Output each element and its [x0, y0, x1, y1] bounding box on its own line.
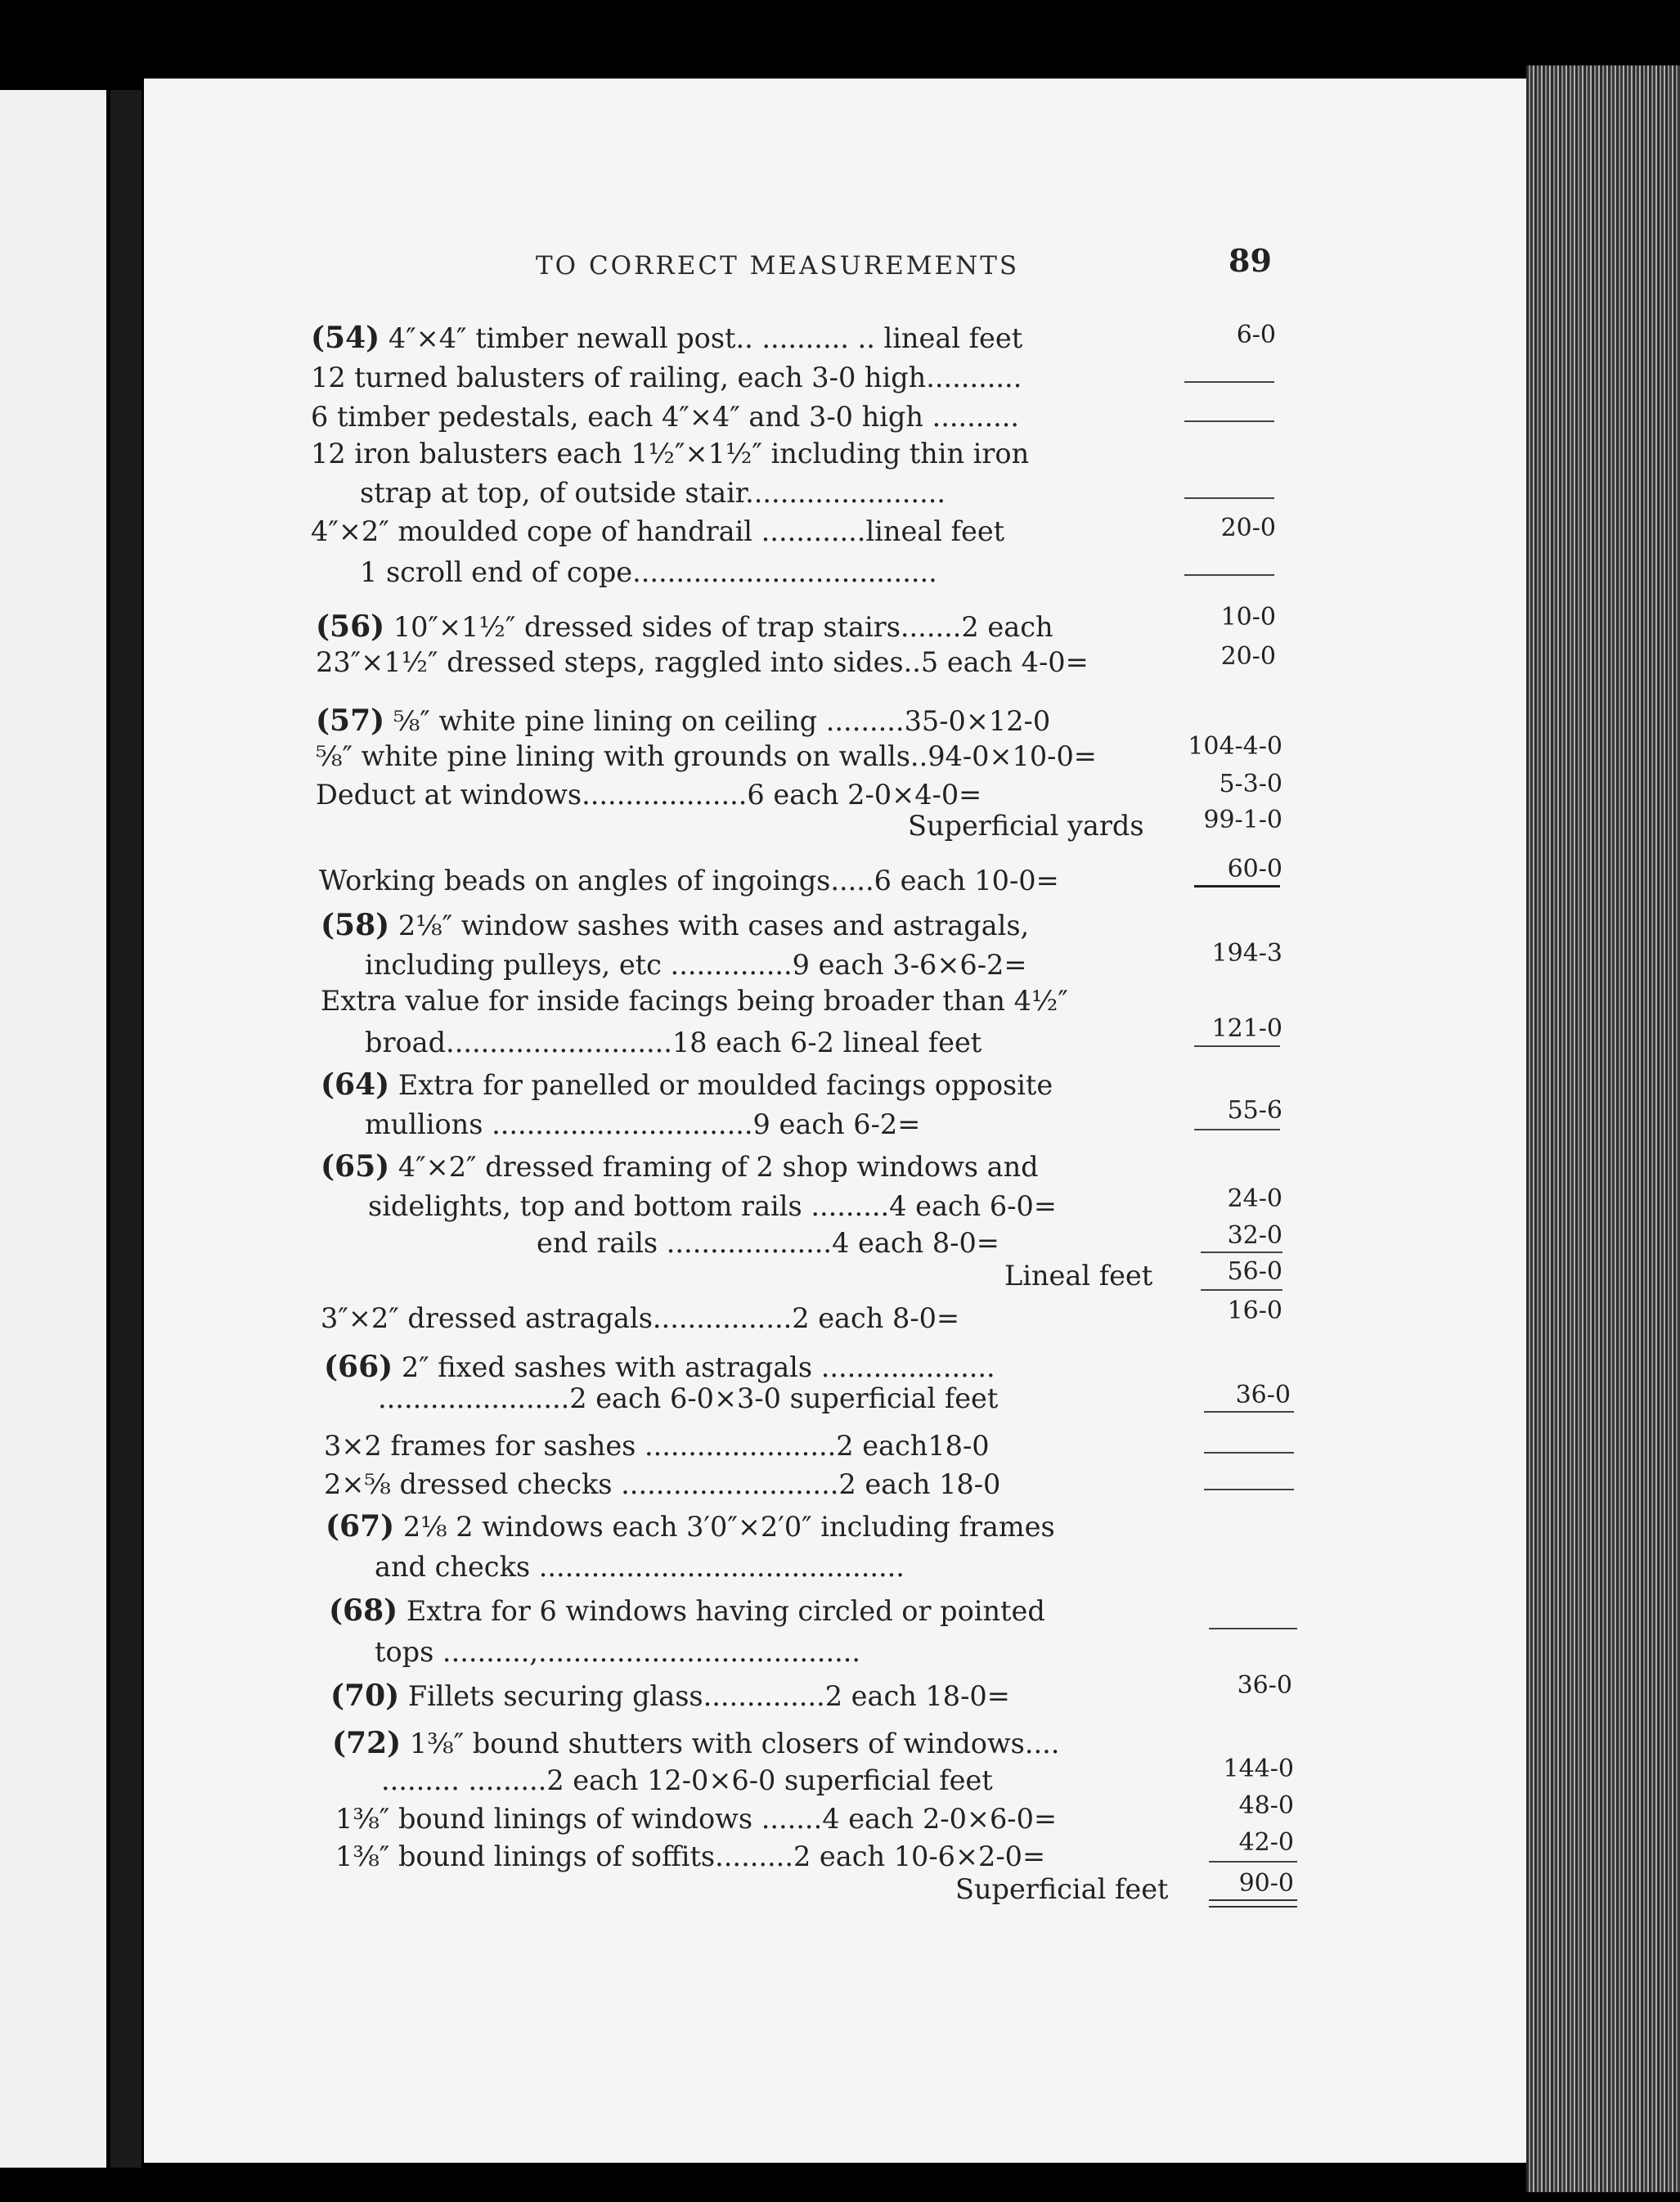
amount: 24-0	[1227, 1184, 1282, 1213]
entry-line: 23″×1½″ dressed steps, raggled into sides..5 each 4-0=	[316, 646, 1089, 678]
total-rule	[1209, 1861, 1297, 1863]
entry-line: 3″×2″ dressed astragals................2 each 8-0=	[321, 1302, 960, 1334]
entry-line: (57) ⅝″ white pine lining on ceiling .........35-0×12-0	[316, 703, 1051, 738]
total-rule	[1194, 885, 1280, 888]
amount: 144-0	[1223, 1755, 1294, 1783]
total-label: Superficial yards	[908, 810, 1144, 842]
total-double-rule	[1209, 1899, 1297, 1908]
amount: 42-0	[1238, 1828, 1294, 1857]
entry-line: including pulleys, etc ..............9 each 3-6×6-2=	[365, 949, 1027, 981]
entry-line: broad..........................18 each 6-2 lineal feet	[365, 1027, 982, 1058]
entry-line: Working beads on angles of ingoings.....6 each 10-0=	[319, 865, 1059, 897]
amount: 104-4-0	[1188, 732, 1282, 761]
total-label: Superficial feet	[955, 1873, 1169, 1905]
entry-line: (72) 1⅜″ bound shutters with closers of windows....	[332, 1726, 1060, 1760]
entry-line: mullions ..............................9 each 6-2=	[365, 1108, 921, 1140]
total-rule	[1201, 1252, 1282, 1253]
entry-line: (65) 4″×2″ dressed framing of 2 shop windows and	[321, 1149, 1039, 1184]
entry-line: (67) 2⅛ 2 windows each 3′0″×2′0″ including frames	[326, 1509, 1055, 1544]
amount: 60-0	[1227, 855, 1282, 883]
entry-line: (66) 2″ fixed sashes with astragals ....................	[324, 1350, 995, 1384]
blank-rule	[1204, 1452, 1294, 1454]
entry-line: and checks ..........................................	[375, 1551, 905, 1583]
total-rule	[1194, 1045, 1280, 1047]
total-rule	[1194, 1129, 1280, 1130]
entry-line: strap at top, of outside stair.......................	[360, 477, 946, 509]
amount: 10-0	[1220, 603, 1276, 631]
page-number: 89	[1229, 242, 1272, 279]
blank-rule	[1204, 1489, 1294, 1490]
amount: 99-1-0	[1203, 806, 1282, 834]
total-label: Lineal feet	[1004, 1260, 1153, 1292]
amount: 90-0	[1238, 1869, 1294, 1898]
amount: 194-3	[1211, 939, 1282, 968]
blank-rule	[1184, 574, 1274, 576]
amount: 32-0	[1227, 1221, 1282, 1250]
blank-rule	[1184, 497, 1274, 499]
entry-line: 1 scroll end of cope...................................	[360, 556, 937, 588]
entry-line: (56) 10″×1½″ dressed sides of trap stairs.......2 each	[316, 609, 1053, 644]
entry-line: (58) 2⅛″ window sashes with cases and astragals,	[321, 908, 1030, 942]
entry-line: 2×⅝ dressed checks .........................2 each 18-0	[324, 1468, 1001, 1500]
entry-line: (64) Extra for panelled or moulded facings opposite	[321, 1067, 1053, 1102]
entry-line: ⅝″ white pine lining with grounds on walls..94-0×10-0=	[316, 740, 1097, 772]
entry-line: Extra value for inside facings being broader than 4½″	[321, 985, 1068, 1017]
entry-line: (68) Extra for 6 windows having circled or pointed	[329, 1593, 1045, 1628]
blank-rule	[1184, 420, 1274, 422]
blank-rule	[1184, 381, 1274, 383]
entry-line: end rails ...................4 each 8-0=	[537, 1227, 999, 1259]
entry-line: tops ..........,.....................................	[375, 1636, 861, 1668]
entry-line: (54) 4″×4″ timber newall post.. .......... .. lineal feet	[311, 321, 1023, 355]
entry-line: ......... .........2 each 12-0×6-0 superficial feet	[381, 1764, 993, 1796]
amount: 20-0	[1220, 514, 1276, 542]
entry-line: (70) Fillets securing glass..............2 each 18-0=	[330, 1678, 1010, 1713]
amount: 5-3-0	[1219, 770, 1282, 798]
entry-line: 1⅜″ bound linings of windows .......4 each 2-0×6-0=	[335, 1803, 1058, 1835]
blank-rule	[1209, 1628, 1297, 1629]
entry-line: ......................2 each 6-0×3-0 superficial feet	[378, 1382, 999, 1414]
amount: 20-0	[1220, 642, 1276, 671]
entry-line: 3×2 frames for sashes ......................2 each18-0	[324, 1430, 990, 1462]
amount: 6-0	[1236, 321, 1276, 349]
amount: 48-0	[1238, 1791, 1294, 1820]
amount: 36-0	[1237, 1671, 1292, 1700]
amount: 36-0	[1235, 1381, 1291, 1409]
amount: 56-0	[1227, 1257, 1282, 1286]
total-rule	[1201, 1289, 1282, 1291]
entry-line: sidelights, top and bottom rails .........4 each 6-0=	[368, 1190, 1057, 1222]
amount: 55-6	[1227, 1096, 1282, 1125]
running-header: TO CORRECT MEASUREMENTS	[536, 251, 1020, 281]
entry-line: 1⅜″ bound linings of soffits.........2 each 10-6×2-0=	[335, 1840, 1046, 1872]
entry-line: 12 iron balusters each 1½″×1½″ including thin iron	[311, 438, 1030, 470]
total-rule	[1204, 1411, 1294, 1413]
amount: 121-0	[1211, 1014, 1282, 1043]
entry-line: 6 timber pedestals, each 4″×4″ and 3-0 high ..........	[311, 401, 1020, 433]
entry-line: Deduct at windows...................6 each 2-0×4-0=	[316, 779, 982, 811]
entry-line: 4″×2″ moulded cope of handrail ............lineal feet	[311, 515, 1005, 547]
entry-line: 12 turned balusters of railing, each 3-0 high...........	[311, 362, 1022, 393]
amount: 16-0	[1227, 1296, 1282, 1325]
